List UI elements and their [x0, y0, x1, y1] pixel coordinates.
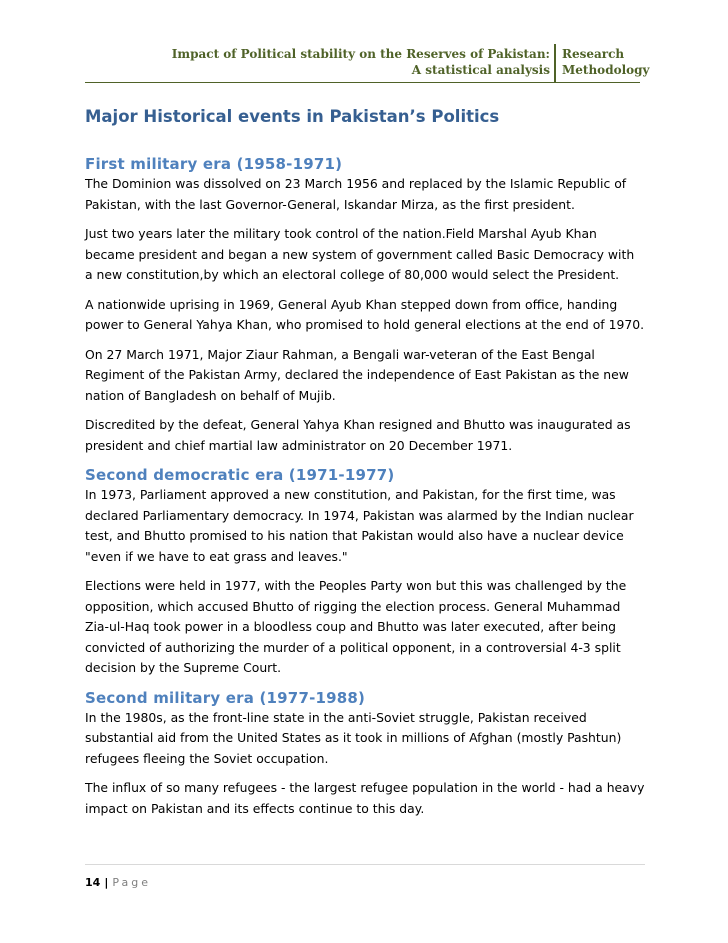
header-divider [554, 44, 556, 82]
page-label: Page [112, 876, 151, 889]
header-document-title [150, 46, 550, 78]
page-footer [85, 864, 645, 890]
page-header [0, 44, 728, 84]
paragraph: In the 1980s, as the front-line state in the anti-Soviet struggle, Pakistan received substantial aid from the United States as it took in millions of Afghan (mostly Pashtun) refugees fleeing the Soviet occupation. [85, 709, 622, 766]
page-body [85, 106, 645, 828]
header-chapter-line2: Methodology [562, 63, 650, 77]
section-first-military-era [85, 154, 645, 456]
paragraph: On 27 March 1971, Major Ziaur Rahman, a Bengali war-veteran of the East Bengal Regiment of the Pakistan Army, declared the independence of East Pakistan as the new nation of Bangladesh on behalf of Mujib. [85, 346, 629, 403]
footer-rule [85, 864, 645, 865]
paragraph: Discredited by the defeat, General Yahya Khan resigned and Bhutto was inaugurated as president and chief martial law administrator on 20 December 1971. [85, 417, 631, 453]
header-title-line1: Impact of Political stability on the Reserves of Pakistan: [171, 47, 550, 61]
header-title-line2: A statistical analysis [411, 63, 550, 77]
paragraph: In 1973, Parliament approved a new constitution, and Pakistan, for the first time, was declared Parliamentary democracy. In 1974, Pakistan was alarmed by the Indian nuclear test, and Bhutto promised to his nation that Pakistan would also have a nuclear device "even if we have to eat grass and leaves." [85, 487, 634, 564]
header-rule [85, 82, 640, 83]
section-heading: Second democratic era (1971-1977) [85, 466, 395, 484]
section-second-democratic-era [85, 465, 645, 679]
paragraph: A nationwide uprising in 1969, General Ayub Khan stepped down from office, handing power to General Yahya Khan, who promised to hold general elections at the end of 1970. [85, 296, 645, 332]
page-title: Major Historical events in Pakistan’s Politics [85, 107, 500, 126]
paragraph: Just two years later the military took control of the nation.Field Marshal Ayub Khan became president and began a new system of government called Basic Democracy with a new constitution,by which an electoral college of 80,000 would select the President. [85, 226, 635, 282]
paragraph: The influx of so many refugees - the largest refugee population in the world - had a heavy impact on Pakistan and its effects continue to this day. [85, 780, 645, 816]
paragraph: The Dominion was dissolved on 23 March 1956 and replaced by the Islamic Republic of Pakistan, with the last Governor-General, Iskandar Mirza, as the first president. [85, 176, 627, 212]
header-chapter-line1: Research [562, 47, 625, 61]
footer-separator: | [104, 876, 109, 889]
paragraph: Elections were held in 1977, with the Peoples Party won but this was challenged by the opposition, which accused Bhutto of rigging the election process. General Muhammad Zia-ul-Haq took power in a bloodless coup and Bhutto was later executed, after being convicted of authorizing the murder of a political opponent, in a controversial 4-3 split decision by the Supreme Court. [85, 578, 627, 675]
section-heading: Second military era (1977-1988) [85, 688, 366, 707]
section-second-military-era [85, 688, 645, 820]
header-chapter [562, 46, 650, 78]
page-number: 14 [85, 876, 101, 889]
section-heading: First military era (1958-1971) [85, 155, 343, 173]
